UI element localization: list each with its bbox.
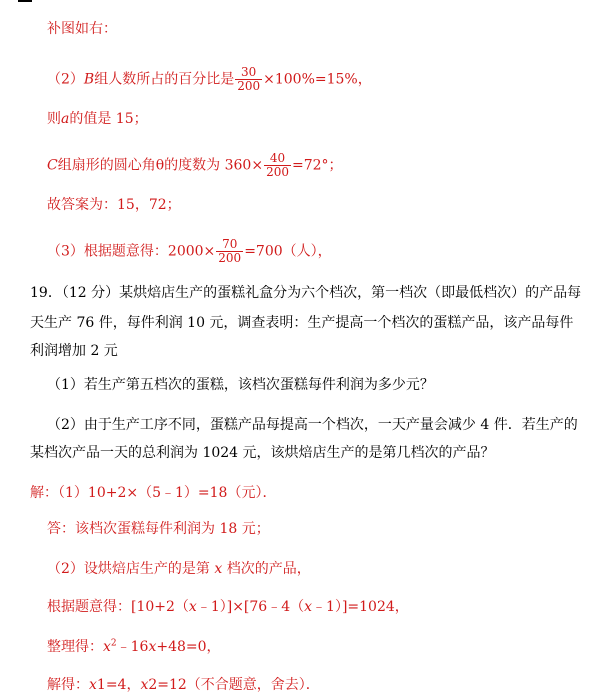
fraction-denominator: 200 xyxy=(218,251,242,265)
solve-prefix: 解得： xyxy=(47,677,89,693)
angle-suffix: =72°； xyxy=(291,157,343,174)
problem-line-3 xyxy=(30,342,118,360)
solution-line-1 xyxy=(30,484,276,502)
solution-line-2 xyxy=(47,520,270,538)
equation-part-b: ﹣1）]×[76﹣4（ xyxy=(196,599,305,615)
a-value-line xyxy=(47,110,148,128)
solution-3-suffix: 档次的产品， xyxy=(226,561,311,577)
var-c: C xyxy=(47,157,58,174)
simplify-part-b: ﹣16 xyxy=(116,639,149,655)
fill-chart-text: 补图如右： xyxy=(47,21,117,37)
fill-chart-note xyxy=(47,20,117,38)
part2-text: 组人数所占的百分比是 xyxy=(94,71,235,88)
fraction-denominator: 200 xyxy=(266,165,289,179)
solution-line-3 xyxy=(47,560,311,578)
equation-part-a: 根据题意得：[10+2（ xyxy=(47,599,189,615)
answer-line xyxy=(47,196,181,214)
part3-line xyxy=(47,238,332,265)
top-edge-mark xyxy=(18,0,32,2)
simplify-prefix: 整理得： xyxy=(47,639,103,655)
a-suffix: 的值是 15； xyxy=(69,111,148,127)
var-x: x xyxy=(304,599,313,615)
angle-text: 组扇形的圆心角θ的度数为 360× xyxy=(57,157,264,174)
exponent: 2 xyxy=(110,638,117,649)
fraction-numerator: 30 xyxy=(235,66,262,80)
part3-prefix: （3）根据题意得：2000× xyxy=(47,243,216,260)
question-1-text: （1）若生产第五档次的蛋糕，该档次蛋糕每件利润为多少元？ xyxy=(47,377,434,393)
solve-part-b: 1=4， xyxy=(96,677,141,693)
part2-prefix: （2） xyxy=(47,71,84,88)
var-x: x xyxy=(214,561,223,577)
question-2-line-1 xyxy=(47,416,578,434)
fraction-numerator: 70 xyxy=(216,238,243,252)
question-1 xyxy=(47,376,434,394)
a-prefix: 则 xyxy=(47,111,61,127)
fraction-30-200 xyxy=(235,66,262,93)
answer-text: 故答案为：15，72； xyxy=(47,197,181,213)
fraction-numerator: 40 xyxy=(264,152,291,166)
problem-text-3: 利润增加 2 元 xyxy=(30,343,118,359)
var-x: x xyxy=(148,639,157,655)
solution-line-5 xyxy=(47,638,221,656)
var-x: x xyxy=(188,599,197,615)
problem-text-1: 19．（12 分）某烘焙店生产的蛋糕礼盒分为六个档次，第一档次（即最低档次）的产品每 xyxy=(30,285,582,301)
problem-line-1 xyxy=(30,284,581,302)
problem-line-2 xyxy=(30,314,573,332)
var-b: B xyxy=(83,71,95,88)
question-2-text-2: 某档次产品一天的总利润为 1024 元，该烘焙店生产的是第几档次的产品？ xyxy=(30,445,495,461)
solution-text-1: 解：（1）10+2×（5﹣1）=18（元）． xyxy=(30,485,277,501)
angle-line xyxy=(47,152,343,179)
problem-text-2: 天生产 76 件，每件利润 10 元，调查表明：生产提高一个档次的蛋糕产品，该产品每件 xyxy=(30,315,574,331)
part2-suffix: ×100%=15%， xyxy=(263,71,372,88)
solution-3-text: （2）设烘焙店生产的是第 xyxy=(47,561,210,577)
var-x: x xyxy=(140,677,149,693)
solution-text-2: 答：该档次蛋糕每件利润为 18 元； xyxy=(47,521,270,537)
var-a: a xyxy=(61,111,70,127)
simplify-part-c: +48=0， xyxy=(156,639,221,655)
part3-suffix: =700（人）， xyxy=(244,243,332,260)
question-2-text-1: （2）由于生产工序不同，蛋糕产品每提高一个档次，一天产量会减少 4 件．若生产的 xyxy=(47,417,578,433)
fraction-70-200 xyxy=(216,238,243,265)
part2-percentage-line xyxy=(47,66,372,93)
question-2-line-2 xyxy=(30,444,495,462)
fraction-denominator: 200 xyxy=(237,79,261,93)
var-x: x xyxy=(103,639,111,655)
solve-part-c: 2=12（不合题意，舍去）． xyxy=(148,677,320,693)
fraction-40-200 xyxy=(264,152,291,179)
solution-line-6 xyxy=(47,676,320,694)
solution-line-4 xyxy=(47,598,409,616)
equation-part-c: ﹣1）]=1024， xyxy=(312,599,409,615)
var-x: x xyxy=(89,677,97,693)
